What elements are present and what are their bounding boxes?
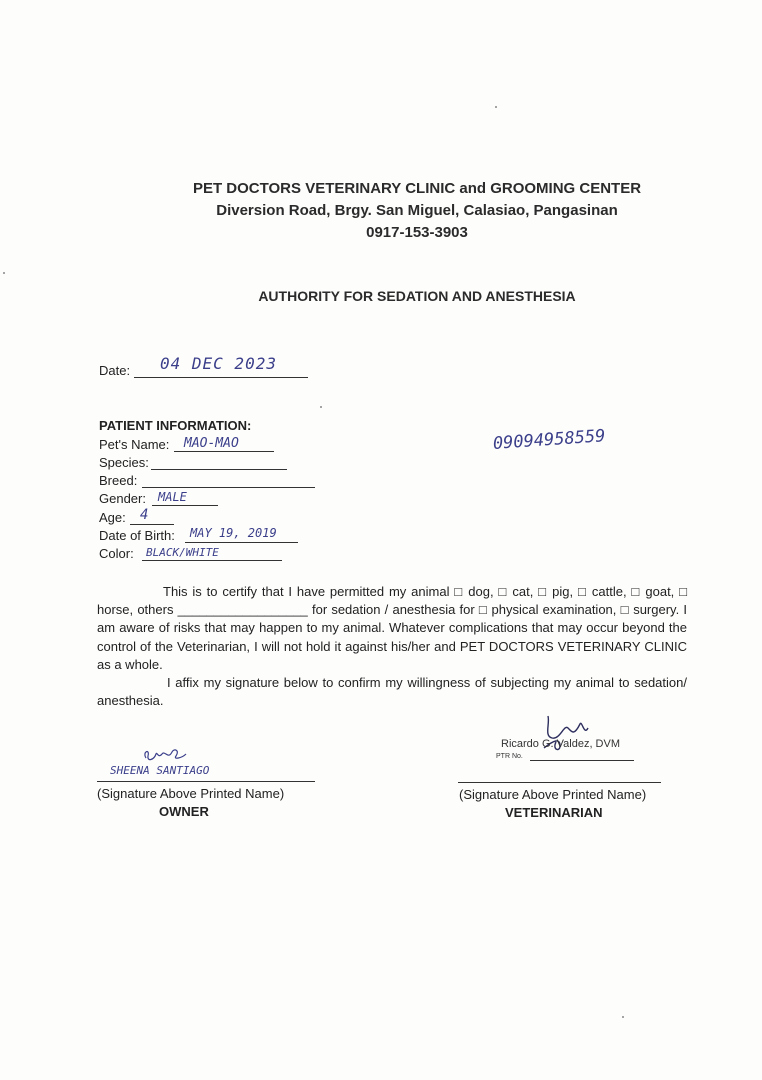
scan-speck (320, 406, 322, 408)
age-underline (130, 523, 174, 525)
consent-paragraph-1: This is to certify that I have permitted my animal □ dog, □ cat, □ pig, □ cattle, □ goat, □ horse, others __________________ for sedation / anesthesia for □ physical examination, □ surgery. I am aware of risks that may happen to my animal. Whatever complications that may occur beyond the control of the Veterinarian, I will not hold it against his/her and PET DOCTORS VETERINARY CLINIC as a whole. (97, 584, 687, 672)
species-label: Species: (99, 455, 149, 470)
breed-underline (142, 486, 315, 488)
age-value: 4 (140, 507, 149, 523)
owner-signature-scrawl (140, 742, 190, 766)
scan-speck (495, 106, 497, 108)
date-value: 04 DEC 2023 (160, 354, 277, 373)
patient-info-heading: PATIENT INFORMATION: (99, 418, 252, 433)
owner-role: OWNER (159, 804, 209, 819)
gender-value: MALE (158, 490, 187, 504)
scan-speck (3, 272, 5, 274)
color-value: BLACK/WHITE (146, 546, 219, 559)
consent-paragraph-2: I affix my signature below to confirm my willingness of subjecting my animal to sedation/ anesthesia. (97, 675, 687, 709)
gender-label: Gender: (99, 491, 146, 506)
consent-text (97, 583, 687, 710)
owner-printed-name: SHEENA SANTIAGO (110, 764, 210, 777)
dob-label: Date of Birth: (99, 528, 175, 543)
date-label: Date: (99, 363, 131, 378)
vet-ptr-underline (530, 759, 634, 761)
dob-value: MAY 19, 2019 (190, 526, 277, 540)
pet-name-label: Pet's Name: (99, 437, 170, 452)
vet-role: VETERINARIAN (505, 805, 603, 820)
owner-signature-line (97, 780, 315, 782)
color-label: Color: (99, 546, 134, 561)
gender-underline (152, 504, 218, 506)
species-underline (151, 468, 287, 470)
date-underline (134, 376, 308, 378)
breed-label: Breed: (99, 473, 138, 488)
clinic-name: PET DOCTORS VETERINARY CLINIC and GROOMING CENTER (192, 180, 642, 197)
color-underline (142, 559, 282, 561)
age-label: Age: (99, 510, 126, 525)
owner-caption: (Signature Above Printed Name) (97, 786, 285, 801)
vet-ptr-label: PTR No. (496, 753, 523, 760)
vet-caption: (Signature Above Printed Name) (459, 787, 647, 802)
pet-name-value: MAO-MAO (184, 436, 239, 451)
scan-speck (622, 1016, 624, 1018)
clinic-phone: 0917-153-3903 (366, 224, 468, 241)
document-title: AUTHORITY FOR SEDATION AND ANESTHESIA (258, 288, 576, 304)
dob-underline (185, 541, 298, 543)
vet-signature-line (458, 781, 661, 783)
clinic-address: Diversion Road, Brgy. San Miguel, Calasiao, Pangasinan (216, 202, 618, 219)
vet-stamp-name: Ricardo G. Valdez, DVM (501, 738, 621, 750)
handwritten-phone: 09094958559 (492, 426, 607, 454)
